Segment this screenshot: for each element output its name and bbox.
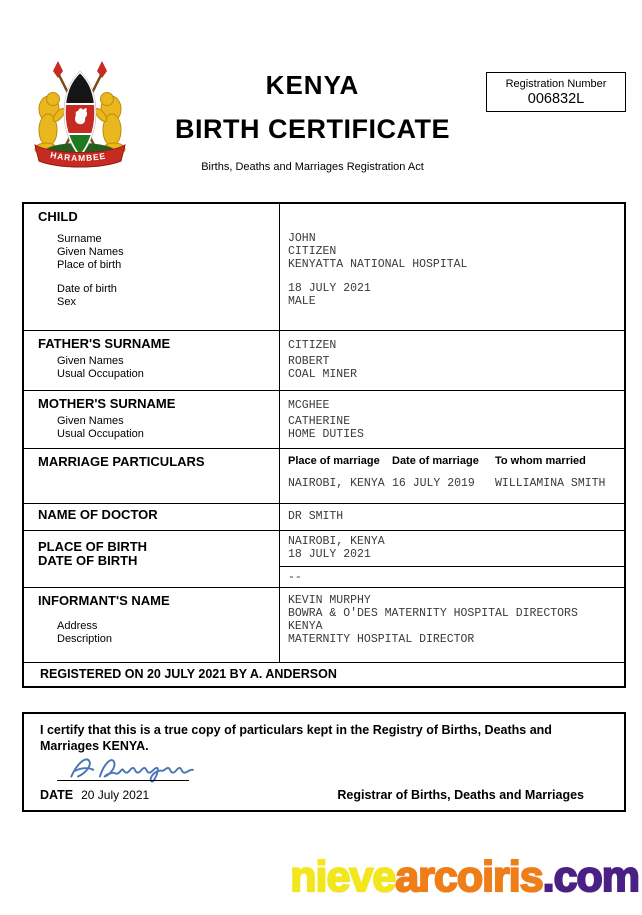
child-place-of-birth-label: Place of birth — [57, 259, 122, 271]
child-given-names-value: CITIZEN — [288, 245, 337, 258]
informant-description-value: MATERNITY HOSPITAL DIRECTOR — [288, 633, 475, 646]
child-sex-value: MALE — [288, 295, 316, 308]
row-father — [24, 330, 624, 390]
registration-statement: REGISTERED ON 20 JULY 2021 BY A. ANDERSON — [40, 667, 337, 681]
signature-line — [57, 780, 189, 781]
mother-given-names-label: Given Names — [57, 415, 124, 427]
certificate-table — [22, 202, 626, 688]
mother-surname-value: MCGHEE — [288, 399, 330, 412]
child-date-of-birth-label: Date of birth — [57, 283, 117, 295]
informant-organisation-value: BOWRA & O'DES MATERNITY HOSPITAL DIRECTORS — [288, 607, 578, 620]
mother-occupation-value: HOME DUTIES — [288, 428, 364, 441]
watermark-part1: nieve — [290, 853, 396, 901]
date-label: DATE — [40, 788, 74, 802]
birth-place-value: NAIROBI, KENYA — [288, 535, 385, 548]
father-surname-value: CITIZEN — [288, 339, 337, 352]
birth-place-label: PLACE OF BIRTH — [38, 539, 148, 554]
title-block — [140, 70, 485, 173]
birth-date-label: DATE OF BIRTH — [38, 552, 138, 568]
document-title: BIRTH CERTIFICATE — [175, 114, 450, 144]
marriage-place-label: Place of marriage — [288, 455, 380, 467]
doctor-name-value: DR SMITH — [288, 510, 344, 523]
father-given-names-value: ROBERT — [288, 355, 330, 368]
child-date-of-birth-value: 18 JULY 2021 — [288, 282, 371, 295]
child-place-of-birth-value: KENYATTA NATIONAL HOSPITAL — [288, 258, 468, 271]
birth-date-value: 18 JULY 2021 — [288, 548, 371, 561]
mother-given-names-value: CATHERINE — [288, 415, 351, 428]
act-subtitle: Births, Deaths and Marriages Registration Act — [201, 161, 424, 173]
marriage-to-whom-value: WILLIAMINA SMITH — [495, 477, 606, 490]
father-occupation-label: Usual Occupation — [57, 368, 144, 380]
child-sex-label: Sex — [57, 296, 76, 308]
child-surname-value: JOHN — [288, 232, 316, 245]
registration-number-box — [486, 72, 626, 112]
father-section-label: FATHER'S SURNAME — [38, 336, 171, 351]
registrar-title: Registrar of Births, Deaths and Marriages — [337, 788, 584, 802]
child-surname-label: Surname — [57, 233, 102, 245]
kenya-coat-of-arms-icon — [25, 57, 135, 170]
marriage-to-whom-label: To whom married — [495, 455, 586, 467]
informant-description-label: Description — [57, 633, 113, 645]
informant-address-value: KENYA — [288, 620, 323, 633]
certification-statement: I certify that this is a true copy of particulars kept in the Registry of Births, Deaths and Marriages KENYA. — [40, 723, 552, 753]
marriage-date-value: 16 JULY 2019 — [392, 477, 475, 490]
child-section-label: CHILD — [38, 209, 78, 224]
row-marriage — [24, 448, 624, 503]
informant-address-label: Address — [57, 620, 98, 632]
father-given-names-label: Given Names — [57, 355, 124, 367]
marriage-place-value: NAIROBI, KENYA — [288, 477, 385, 490]
birth-note-value: -- — [288, 571, 302, 584]
mother-section-label: MOTHER'S SURNAME — [38, 396, 176, 411]
country-title: KENYA — [265, 70, 360, 100]
row-registered — [24, 662, 624, 686]
crest-motto: HARAMBEE — [49, 149, 107, 164]
father-occupation-value: COAL MINER — [288, 368, 358, 381]
doctor-section-label: NAME OF DOCTOR — [38, 507, 158, 522]
date-value: 20 July 2021 — [81, 788, 150, 802]
row-informant — [24, 587, 624, 662]
marriage-section-label: MARRIAGE PARTICULARS — [38, 454, 205, 469]
watermark-logo — [290, 853, 639, 902]
watermark-part3: .com — [542, 853, 639, 901]
marriage-date-label: Date of marriage — [392, 455, 479, 467]
row-child — [24, 204, 624, 330]
child-given-names-label: Given Names — [57, 246, 124, 258]
informant-name-value: KEVIN MURPHY — [288, 594, 371, 607]
informant-section-label: INFORMANT'S NAME — [38, 593, 170, 608]
registration-number-value: 006832L — [527, 91, 585, 107]
row-mother — [24, 390, 624, 448]
registration-number-label: Registration Number — [505, 78, 607, 90]
row-birth-place-date — [24, 530, 624, 587]
certification-box — [22, 712, 626, 812]
row-doctor — [24, 503, 624, 530]
mother-occupation-label: Usual Occupation — [57, 428, 144, 440]
watermark-part2: arcoiris — [395, 853, 543, 901]
